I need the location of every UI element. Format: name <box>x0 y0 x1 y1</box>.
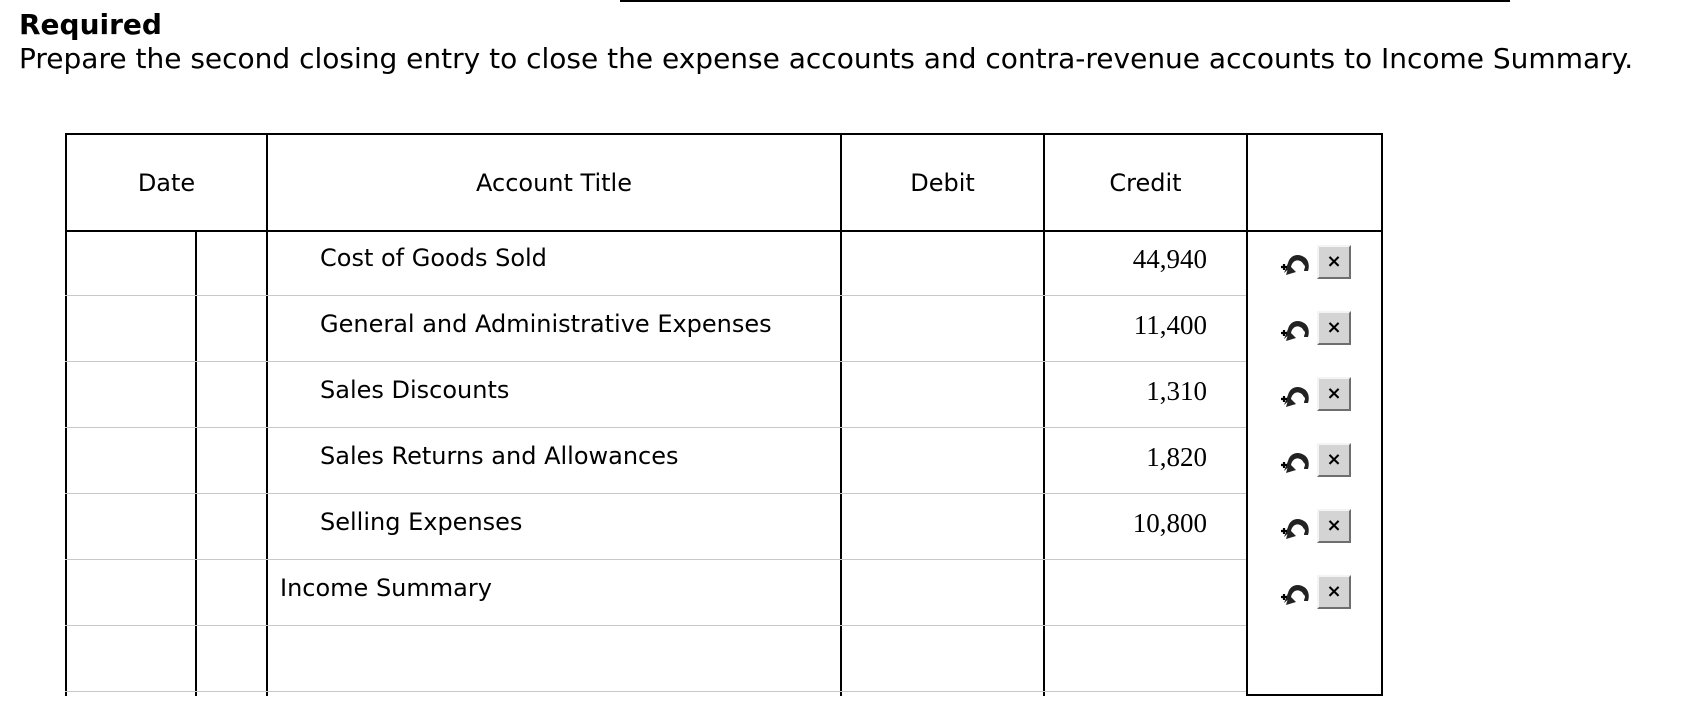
section-heading: Required <box>19 8 162 41</box>
journal-row <box>65 626 1246 692</box>
journal-body <box>65 230 1383 696</box>
header-credit: Credit <box>1043 133 1248 232</box>
credit-cell[interactable]: 10,800 <box>1132 508 1207 538</box>
delete-icon[interactable]: × <box>1317 509 1351 543</box>
credit-cell[interactable]: 1,310 <box>1146 376 1207 406</box>
column-divider <box>1246 230 1248 696</box>
journal-row <box>65 362 1342 428</box>
edit-icon[interactable] <box>1278 311 1314 345</box>
account-title-cell[interactable]: Sales Discounts <box>320 376 510 404</box>
row-actions <box>1278 244 1358 280</box>
column-divider <box>1381 230 1383 696</box>
instruction-text: Prepare the second closing entry to close the expense accounts and contra-revenue accounts to Income Summary. <box>19 42 1634 75</box>
credit-cell[interactable]: 11,400 <box>1133 310 1207 340</box>
delete-icon[interactable]: × <box>1317 311 1351 345</box>
account-title-cell[interactable]: Income Summary <box>280 574 492 602</box>
row-actions <box>1278 442 1358 478</box>
row-actions <box>1278 574 1358 610</box>
header-account-title: Account Title <box>266 133 842 232</box>
delete-icon[interactable]: × <box>1317 443 1351 477</box>
actions-column-bottom <box>1246 694 1383 696</box>
journal-row <box>65 428 1342 494</box>
header-actions <box>1246 133 1383 232</box>
account-title-cell[interactable]: General and Administrative Expenses <box>320 310 772 338</box>
edit-icon[interactable] <box>1278 575 1314 609</box>
journal-row <box>65 296 1342 362</box>
delete-icon[interactable]: × <box>1317 245 1351 279</box>
edit-icon[interactable] <box>1278 377 1314 411</box>
delete-icon[interactable]: × <box>1317 377 1351 411</box>
header-debit: Debit <box>840 133 1045 232</box>
journal-row <box>65 494 1342 560</box>
edit-icon[interactable] <box>1278 245 1314 279</box>
journal-row <box>65 230 1342 296</box>
edit-icon[interactable] <box>1278 443 1314 477</box>
journal-row <box>65 560 1342 626</box>
journal-table <box>65 133 1383 696</box>
edit-icon[interactable] <box>1278 509 1314 543</box>
account-title-cell[interactable]: Sales Returns and Allowances <box>320 442 679 470</box>
header-date: Date <box>65 133 268 232</box>
credit-cell[interactable]: 1,820 <box>1146 442 1207 472</box>
row-actions <box>1278 376 1358 412</box>
credit-cell[interactable]: 44,940 <box>1132 244 1207 274</box>
delete-icon[interactable]: × <box>1317 575 1351 609</box>
top-rule <box>620 0 1510 2</box>
row-actions <box>1278 310 1358 346</box>
account-title-cell[interactable]: Cost of Goods Sold <box>320 244 547 272</box>
row-actions <box>1278 508 1358 544</box>
account-title-cell[interactable]: Selling Expenses <box>320 508 523 536</box>
